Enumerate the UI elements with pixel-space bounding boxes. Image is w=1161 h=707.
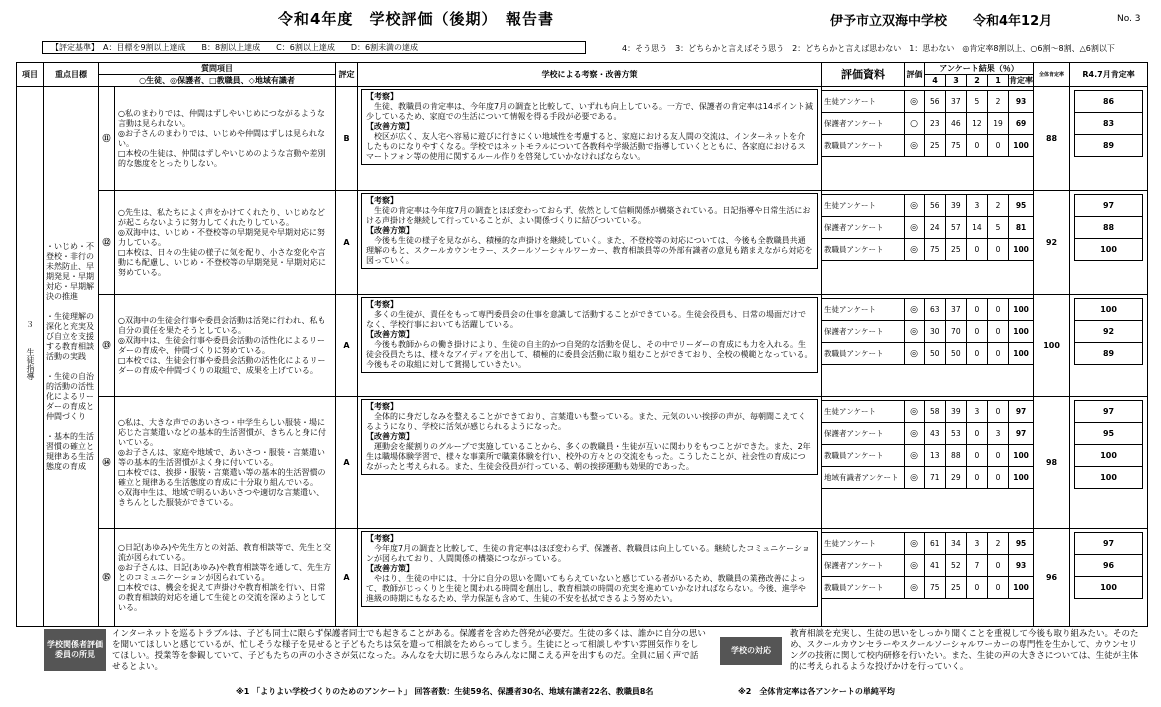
survey-row bbox=[822, 238, 1033, 261]
col-4: 4 bbox=[925, 75, 946, 87]
survey-row bbox=[822, 532, 1033, 554]
survey-eval-mark: ◎ bbox=[905, 423, 925, 444]
survey-name: 生徒アンケート bbox=[822, 401, 905, 422]
item-name: 生徒指導 bbox=[26, 347, 35, 380]
survey-v3: 46 bbox=[946, 113, 967, 134]
survey-v3: 75 bbox=[946, 135, 967, 156]
question-items: ○私のまわりでは、仲間はずしやいじめにつながるような言動は見られない。 ◎お子さんのまわりでは、いじめや仲間はずしは見られない。 □本校の生徒は、仲間はずしやいじめのような言動や差別的な態度をとったりしない。 bbox=[115, 87, 336, 191]
col-goal: 重点目標 bbox=[44, 63, 99, 87]
survey-v2: 7 bbox=[967, 555, 988, 576]
survey-v4: 41 bbox=[925, 555, 946, 576]
table-row bbox=[17, 295, 1148, 397]
survey-rate: 100 bbox=[1013, 348, 1029, 358]
survey-v1: 2 bbox=[988, 533, 1009, 554]
survey-block bbox=[822, 295, 1034, 397]
consider-label: 【考察】 bbox=[366, 196, 398, 205]
survey-v2: 3 bbox=[967, 533, 988, 554]
survey-v3: 88 bbox=[946, 445, 967, 466]
survey-eval-mark: ○ bbox=[905, 113, 925, 134]
improve-label: 【改善方策】 bbox=[366, 330, 414, 339]
response-label: 学校の対応 bbox=[720, 637, 782, 665]
improve-text: 今後も教師からの働き掛けにより、生徒の自主的かつ自発的な活動を促し、その中でリーダーの育成にも力を入れる。生徒会役員たちは、様々なアイディアを出して、積極的に委員会活動に取り組むことができており、全校の模範となっている。今後もその取組に対して賞揚していきたい。 bbox=[366, 340, 813, 369]
survey-v3: 25 bbox=[946, 239, 967, 260]
survey-rate: 100 bbox=[1013, 582, 1029, 592]
col-1: 1 bbox=[988, 75, 1009, 87]
consider-text: 全体的に身だしなみを整えることができており、言葉遣いも整っている。また、元気のいい挨拶の声が、毎朝聞こえてくるようになり、学校に活気が感じられるようになった。 bbox=[366, 412, 806, 431]
improve-label: 【改善方策】 bbox=[366, 564, 414, 573]
page-title: 令和4年度 学校評価（後期） 報告書 bbox=[278, 10, 554, 28]
question-number: ⑬ bbox=[99, 295, 115, 397]
r4-rate: 83 bbox=[1074, 113, 1143, 135]
survey-eval-mark: ◎ bbox=[905, 343, 925, 364]
r4-rate: 89 bbox=[1074, 343, 1143, 365]
survey-name: 生徒アンケート bbox=[822, 195, 905, 216]
survey-name: 生徒アンケート bbox=[822, 533, 905, 554]
col-grade: 評定 bbox=[336, 63, 358, 87]
footnote-respondents: ※1 「よりよい学校づくりのためのアンケート」 回答者数：生徒59名、保護者30名、地域有識者22名、教職員8名 bbox=[236, 687, 654, 696]
footnote-overall: ※2 全体肯定率は各アンケートの単純平均 bbox=[738, 687, 895, 696]
survey-row bbox=[822, 216, 1033, 238]
survey-v1: 0 bbox=[988, 445, 1009, 466]
survey-name: 保護者アンケート bbox=[822, 555, 905, 576]
question-items: ○日記(あゆみ)や先生方との対話、教育相談等で、先生と交流が図られている。 ◎お子さんは、日記(あゆみ)や教育相談等を通して、先生方とのコミュニケーションが図られている。 □本校では、機会を捉えて声掛けや教育相談を行い、日常の教育相談的対応を通して生徒との交流を深めようとしている。 bbox=[115, 529, 336, 627]
survey-eval-mark: ◎ bbox=[905, 195, 925, 216]
r4-rate: 86 bbox=[1074, 90, 1143, 113]
survey-v1: 0 bbox=[988, 577, 1009, 598]
survey-block bbox=[822, 87, 1034, 191]
survey-eval-mark: ◎ bbox=[905, 91, 925, 112]
survey-v1: 0 bbox=[988, 401, 1009, 422]
survey-eval-mark: ◎ bbox=[905, 135, 925, 156]
committee-label: 学校関係者評価委員の所見 bbox=[44, 629, 106, 671]
survey-v2: 3 bbox=[967, 195, 988, 216]
survey-name: 保護者アンケート bbox=[822, 321, 905, 342]
survey-name: 保護者アンケート bbox=[822, 217, 905, 238]
goals-cell: ・いじめ・不登校・非行の未然防止、早期発見・早期対応・早期解決の推進 ・生徒理解の深化と充実及び自立を支援する教育相談活動の実践 ・生徒の自治的活動の活性化によるリーダーの育成と仲間づくり ・基本的生活習慣の確立と規律ある生活態度の育成 bbox=[44, 87, 99, 627]
survey-v3: 39 bbox=[946, 401, 967, 422]
survey-eval-mark: ◎ bbox=[905, 467, 925, 488]
survey-eval-mark: ◎ bbox=[905, 217, 925, 238]
table-row bbox=[17, 529, 1148, 627]
survey-v1: 0 bbox=[988, 555, 1009, 576]
overall-rate: 92 bbox=[1034, 191, 1070, 295]
survey-eval-mark: ◎ bbox=[905, 445, 925, 466]
overall-rate: 96 bbox=[1034, 529, 1070, 627]
survey-v4: 25 bbox=[925, 135, 946, 156]
survey-rate: 81 bbox=[1015, 222, 1027, 232]
survey-v1: 0 bbox=[988, 299, 1009, 320]
survey-eval-mark: ◎ bbox=[905, 239, 925, 260]
question-number: ⑪ bbox=[99, 87, 115, 191]
col-rate: 肯定率 bbox=[1009, 75, 1034, 85]
col-eval-items: 質問項目 bbox=[99, 63, 336, 75]
consider-text: 生徒、教職員の肯定率は、今年度7月の調査と比較して、いずれも向上している。一方で、保護者の肯定率は14ポイント減少しているため、家庭での生活について情報を得る手段が必要である。 bbox=[366, 102, 813, 121]
survey-v4: 43 bbox=[925, 423, 946, 444]
col-3: 3 bbox=[946, 75, 967, 87]
survey-v3: 25 bbox=[946, 577, 967, 598]
survey-v1: 0 bbox=[988, 321, 1009, 342]
survey-v1: 2 bbox=[988, 91, 1009, 112]
survey-v2: 0 bbox=[967, 135, 988, 156]
survey-v2: 0 bbox=[967, 343, 988, 364]
page-number: No. 3 bbox=[1117, 14, 1141, 24]
survey-row bbox=[822, 422, 1033, 444]
question-number: ⑮ bbox=[99, 529, 115, 627]
survey-row bbox=[822, 90, 1033, 112]
survey-name: 教職員アンケート bbox=[822, 239, 905, 260]
survey-v3: 39 bbox=[946, 195, 967, 216]
r4-rate: 92 bbox=[1074, 321, 1143, 343]
r4-block bbox=[1070, 397, 1148, 529]
r4-rate: 100 bbox=[1074, 239, 1143, 261]
survey-v1: 0 bbox=[988, 135, 1009, 156]
question-number: ⑫ bbox=[99, 191, 115, 295]
improve-text: 校区が広く、友人宅へ容易に遊びに行きにくい地域性を考慮すると、家庭における友人間の交流は、インターネットを介したものになりやすくなる。学校ではネットモラルについて各教科や学級活動で指導していくとともに、各家庭におけるスマートフォン等の使用に関するルール作りを啓発していかなければならない。 bbox=[366, 132, 806, 161]
overall-rate: 100 bbox=[1034, 295, 1070, 397]
survey-rate: 93 bbox=[1015, 560, 1027, 570]
survey-v3: 34 bbox=[946, 533, 967, 554]
survey-rate: 100 bbox=[1013, 472, 1029, 482]
review-cell bbox=[358, 295, 822, 397]
survey-v1: 0 bbox=[988, 467, 1009, 488]
survey-v1: 3 bbox=[988, 423, 1009, 444]
survey-v1: 5 bbox=[988, 217, 1009, 238]
r4-rate: 100 bbox=[1074, 467, 1143, 489]
survey-v3: 57 bbox=[946, 217, 967, 238]
survey-name: 教職員アンケート bbox=[822, 343, 905, 364]
improve-text: やはり、生徒の中には、十分に自分の思いを聞いてもらえていないと感じている者がいるため、教職員の業務改善によって、教師がじっくりと生徒と関われる時間を創出し、教育相談の時間の充実を進めていかなければならない。今後、進学や進級の時期にもなるため、学力保証も含めて、生徒の不安を払拭できるよう努めたい。 bbox=[366, 574, 806, 603]
survey-rate: 100 bbox=[1013, 140, 1029, 150]
grade-cell: A bbox=[336, 529, 358, 627]
table-row bbox=[17, 87, 1148, 191]
improve-label: 【改善方策】 bbox=[366, 122, 414, 131]
survey-v2: 3 bbox=[967, 401, 988, 422]
r4-rate: 97 bbox=[1074, 400, 1143, 423]
survey-rate: 100 bbox=[1013, 326, 1029, 336]
survey-v2: 0 bbox=[967, 423, 988, 444]
r4-rate: 89 bbox=[1074, 135, 1143, 157]
grade-cell: B bbox=[336, 87, 358, 191]
survey-eval-mark: ◎ bbox=[905, 321, 925, 342]
item-number: ３ bbox=[26, 319, 34, 329]
improve-label: 【改善方策】 bbox=[366, 432, 414, 441]
survey-v3: 37 bbox=[946, 91, 967, 112]
grade-cell: A bbox=[336, 295, 358, 397]
survey-v1: 19 bbox=[988, 113, 1009, 134]
consider-text: 今年度7月の調査と比較して、生徒の肯定率はほぼ変わらず、保護者、教職員は向上している。継続したコミュニケーションが図られており、人間関係の構築につながっている。 bbox=[366, 544, 810, 563]
improve-label: 【改善方策】 bbox=[366, 226, 414, 235]
survey-v2: 0 bbox=[967, 445, 988, 466]
evaluation-table bbox=[16, 62, 1148, 627]
col-r4: R4.7月肯定率 bbox=[1070, 63, 1148, 87]
question-number: ⑭ bbox=[99, 397, 115, 529]
survey-block bbox=[822, 529, 1034, 627]
review-cell bbox=[358, 529, 822, 627]
survey-rate: 95 bbox=[1015, 538, 1027, 548]
survey-row bbox=[822, 342, 1033, 365]
survey-block bbox=[822, 397, 1034, 529]
survey-name: 生徒アンケート bbox=[822, 299, 905, 320]
table-row bbox=[17, 191, 1148, 295]
r4-rate: 97 bbox=[1074, 194, 1143, 217]
consider-text: 多くの生徒が、責任をもって専門委員会の仕事を意識して活動することができている。生徒会役員も、日常の場面だけでなく、学校行事においても活躍している。 bbox=[366, 310, 806, 329]
table-row bbox=[17, 397, 1148, 529]
col-review: 学校による考察・改善方策 bbox=[358, 63, 822, 87]
survey-block bbox=[822, 191, 1034, 295]
col-overall: 全体肯定率 bbox=[1034, 63, 1070, 87]
item-cell bbox=[17, 87, 44, 627]
survey-row bbox=[822, 444, 1033, 466]
survey-v3: 29 bbox=[946, 467, 967, 488]
survey-name: 保護者アンケート bbox=[822, 423, 905, 444]
consider-label: 【考察】 bbox=[366, 300, 398, 309]
school-name: 伊予市立双海中学校 令和4年12月 bbox=[830, 14, 1053, 29]
col-material: 評価資料 bbox=[822, 63, 905, 87]
survey-rate: 97 bbox=[1015, 428, 1027, 438]
survey-v4: 71 bbox=[925, 467, 946, 488]
question-items: ○先生は、私たちによく声をかけてくれたり、いじめなどが起こらないように努力してくれたりしている。 ◎双海中は、いじめ・不登校等の早期発見や早期対応に努力している。 □本校は、日々の生徒の様子に気を配り、小さな変化や言動にも配慮し、いじめ・不登校等の早期発見・早期対応に努めている。 bbox=[115, 191, 336, 295]
survey-row bbox=[822, 400, 1033, 422]
survey-eval-mark: ◎ bbox=[905, 533, 925, 554]
scale-legend: 4：そう思う 3：どちらかと言えばそう思う 2：どちらかと言えば思わない 1：思わない ◎肯定率8割以上、○6割～8割、△6割以下 bbox=[622, 44, 1115, 53]
survey-eval-mark: ◎ bbox=[905, 555, 925, 576]
survey-v4: 56 bbox=[925, 91, 946, 112]
survey-name: 教職員アンケート bbox=[822, 135, 905, 156]
response-text: 教育相談を充実し、生徒の思いをしっかり聞くことを重視して今後も取り組みたい。そのため、スクールカウンセラーやスクールソーシャルワーカーの専門性を生かして、カウンセリングの技術に関して校内研修を行いたい。また、生徒の声の大きさについては、生徒が主体的に考えられるような投げかけを行っていく。 bbox=[790, 629, 1139, 672]
survey-v1: 2 bbox=[988, 195, 1009, 216]
survey-v2: 14 bbox=[967, 217, 988, 238]
survey-v1: 0 bbox=[988, 239, 1009, 260]
r4-rate: 100 bbox=[1074, 577, 1143, 599]
survey-v4: 61 bbox=[925, 533, 946, 554]
survey-v2: 0 bbox=[967, 239, 988, 260]
survey-row bbox=[822, 466, 1033, 489]
criteria-legend: 【評定基準】 A：目標を9割以上達成 B：8割以上達成 C：6割以上達成 D：6割未満の達成 bbox=[42, 41, 586, 54]
survey-v1: 0 bbox=[988, 343, 1009, 364]
survey-v4: 24 bbox=[925, 217, 946, 238]
survey-name: 教職員アンケート bbox=[822, 445, 905, 466]
survey-rate: 100 bbox=[1013, 244, 1029, 254]
survey-v3: 50 bbox=[946, 343, 967, 364]
review-cell bbox=[358, 397, 822, 529]
committee-text: インターネットを巡るトラブルは、子ども同士に限らず保護者同士でも起きることがある。保護者を含めた啓発が必要だ。生徒の多くは、誰かに自分の思いを聞いてほしいと感じているが、忙しそうな様子を見せると子どもたちは気を遣って相談をためらってしまう。生徒にとって相談しやすい雰囲気作りをしてほしい。授業等を参観していて、子どもたちの声の小ささが気になった。みんなを大切に思うならみんなに聞こえる声を出すものだ。全員に届く声で話せるとよい。 bbox=[112, 629, 706, 672]
survey-row bbox=[822, 194, 1033, 216]
r4-rate: 100 bbox=[1074, 445, 1143, 467]
grade-cell: A bbox=[336, 191, 358, 295]
review-cell bbox=[358, 87, 822, 191]
survey-eval-mark: ◎ bbox=[905, 577, 925, 598]
question-items: ○双海中の生徒会行事や委員会活動は活発に行われ、私も自分の責任を果たそうとしている。 ◎双海中は、生徒会行事や委員会活動の活性化によるリーダーの育成や、仲間づくりに努めている。 □本校では、生徒会行事や委員会活動の活性化によるリーダーの育成や仲間づくりの取組で、成果を上げている。 bbox=[115, 295, 336, 397]
survey-row bbox=[822, 134, 1033, 157]
survey-row bbox=[822, 554, 1033, 576]
overall-rate: 88 bbox=[1034, 87, 1070, 191]
consider-label: 【考察】 bbox=[366, 402, 398, 411]
survey-row bbox=[822, 576, 1033, 599]
survey-rate: 95 bbox=[1015, 200, 1027, 210]
consider-label: 【考察】 bbox=[366, 92, 398, 101]
survey-v2: 12 bbox=[967, 113, 988, 134]
r4-rate: 95 bbox=[1074, 423, 1143, 445]
survey-v4: 50 bbox=[925, 343, 946, 364]
survey-v4: 75 bbox=[925, 577, 946, 598]
r4-rate: 88 bbox=[1074, 217, 1143, 239]
survey-v3: 53 bbox=[946, 423, 967, 444]
survey-v4: 23 bbox=[925, 113, 946, 134]
col-item: 項目 bbox=[17, 63, 44, 87]
grade-cell: A bbox=[336, 397, 358, 529]
survey-row bbox=[822, 112, 1033, 134]
survey-rate: 69 bbox=[1015, 118, 1027, 128]
consider-label: 【考察】 bbox=[366, 534, 398, 543]
survey-v3: 52 bbox=[946, 555, 967, 576]
survey-name: 教職員アンケート bbox=[822, 577, 905, 598]
survey-rate: 100 bbox=[1013, 450, 1029, 460]
survey-rate: 100 bbox=[1013, 304, 1029, 314]
survey-row bbox=[822, 320, 1033, 342]
survey-name: 地域有識者アンケート bbox=[822, 467, 905, 488]
col-eval: 評価 bbox=[905, 63, 925, 87]
survey-row bbox=[822, 298, 1033, 320]
survey-v3: 70 bbox=[946, 321, 967, 342]
survey-v2: 0 bbox=[967, 467, 988, 488]
r4-block bbox=[1070, 529, 1148, 627]
survey-v2: 5 bbox=[967, 91, 988, 112]
col-eval-legend: ○生徒、◎保護者、□教職員、◇地域有識者 bbox=[99, 75, 336, 87]
question-items: ○私は、大きな声でのあいさつ・中学生らしい服装・場に応じた言葉遣いなどの基本的生活習慣が、きちんと身に付いている。 ◎お子さんは、家庭や地域で、あいさつ・服装・言葉遣い等の基本的生活習慣がよく身に付いている。 □本校では、挨拶・服装・言葉遣い等の基本的生活習慣の確立と規律ある生活態度の育成に十分取り組んでいる。 ◇双海中生は、地域で明るいあいさつや適切な言葉遣い、きちんとした服装ができている。 bbox=[115, 397, 336, 529]
survey-v2: 0 bbox=[967, 321, 988, 342]
review-cell bbox=[358, 191, 822, 295]
r4-rate: 96 bbox=[1074, 555, 1143, 577]
survey-v3: 37 bbox=[946, 299, 967, 320]
survey-eval-mark: ◎ bbox=[905, 401, 925, 422]
survey-eval-mark: ◎ bbox=[905, 299, 925, 320]
survey-v4: 63 bbox=[925, 299, 946, 320]
survey-v4: 30 bbox=[925, 321, 946, 342]
survey-v2: 0 bbox=[967, 577, 988, 598]
survey-v4: 13 bbox=[925, 445, 946, 466]
r4-rate: 100 bbox=[1074, 298, 1143, 321]
survey-v4: 75 bbox=[925, 239, 946, 260]
r4-block bbox=[1070, 295, 1148, 397]
r4-rate: 97 bbox=[1074, 532, 1143, 555]
r4-block bbox=[1070, 191, 1148, 295]
r4-block bbox=[1070, 87, 1148, 191]
survey-v2: 0 bbox=[967, 299, 988, 320]
survey-rate: 93 bbox=[1015, 96, 1027, 106]
improve-text: 運動会を縦割りのグループで実施していることから、多くの教職員・生徒が互いに関わりをもつことができた。また、2年生は職場体験学習で、様々な事業所で職業体験を行い、校外の方々との交流をもった。こうしたことが、社会性の育成につながったと考えられる。また、生徒会役員が行っている、朝の挨拶運動も効果的であった。 bbox=[366, 442, 811, 471]
survey-rate: 97 bbox=[1015, 406, 1027, 416]
col-survey: アンケート結果（％） bbox=[925, 63, 1034, 75]
col-2: 2 bbox=[967, 75, 988, 87]
overall-rate: 98 bbox=[1034, 397, 1070, 529]
survey-v4: 58 bbox=[925, 401, 946, 422]
improve-text: 今後も生徒の様子を見ながら、積極的な声掛けを継続していく。また、不登校等の対応については、今後も全教職員共通理解のもと、スクールカウンセラー、スクールソーシャルワーカー、教育相談員等の外部有識者の意見も踏まえながら対応を図っていく。 bbox=[366, 236, 813, 265]
survey-name: 生徒アンケート bbox=[822, 91, 905, 112]
survey-name: 保護者アンケート bbox=[822, 113, 905, 134]
consider-text: 生徒の肯定率は今年度7月の調査とほぼ変わっておらず、依然として信頼関係が構築されている。日記指導や日常生活における声掛けを継続して行っていることが、よい関係づくりに結びついている。 bbox=[366, 206, 811, 225]
survey-v4: 56 bbox=[925, 195, 946, 216]
